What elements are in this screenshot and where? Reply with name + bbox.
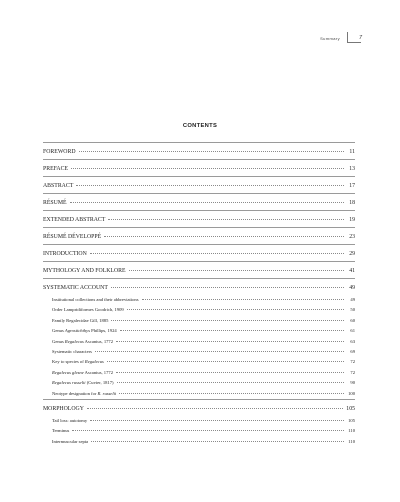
dot-leader [119, 393, 344, 394]
toc-entry-page: 49 [349, 285, 355, 291]
toc-entry-label: Institutional collections and their abbreviations [52, 297, 139, 302]
taxon-name: Agrostichthys [64, 328, 90, 334]
toc-subsection-entry [43, 337, 355, 347]
toc-section-entry [43, 261, 355, 278]
dot-leader [104, 236, 344, 237]
contents-title: CONTENTS [182, 123, 218, 129]
toc-entry-page: 105 [348, 417, 355, 423]
toc-section-entry [43, 278, 355, 295]
dot-leader [79, 151, 344, 152]
toc-entry-page: 41 [349, 268, 355, 274]
toc-entry-label: RÉSUMÉ DÉVELOPPÉ [43, 234, 102, 240]
toc-entry-label: Order Lampridiformes Goodrich, 1909 [52, 307, 124, 313]
toc-entry-page: 90 [350, 380, 355, 386]
toc-entry-label: Regalecus russelii (Cuvier, 1817) [52, 380, 114, 386]
toc-subsection-entry [43, 437, 355, 447]
dot-leader [91, 441, 344, 442]
toc-entry-label: FOREWORD [43, 149, 76, 155]
toc-entry-label: EXTENDED ABSTRACT [43, 217, 106, 223]
toc-entry-page: 49 [350, 297, 355, 302]
toc-entry-label: MYTHOLOGY AND FOLKLORE [43, 268, 126, 274]
toc-section-entry [43, 227, 355, 244]
toc-entry-label: INTRODUCTION [43, 251, 87, 257]
dot-leader [87, 408, 343, 409]
taxon-name: Regalecus [64, 338, 84, 344]
page-number [350, 35, 362, 41]
toc-entry-label: ABSTRACT [43, 183, 74, 189]
toc-section-entry [43, 399, 355, 416]
dot-leader [107, 361, 344, 362]
dot-leader [95, 351, 344, 352]
dot-leader [116, 341, 344, 342]
toc-entry-page: 105 [346, 405, 355, 412]
toc-entry-page: 17 [349, 183, 355, 189]
toc-section-entry [43, 142, 355, 159]
toc-subsection-entry [43, 347, 355, 357]
toc-entry-page: 23 [349, 234, 355, 240]
toc-subsection-entry [43, 389, 355, 399]
toc-entry-page: 100 [348, 390, 355, 396]
taxon-name: Regalecus [84, 359, 104, 365]
toc-subsection-entry [43, 368, 355, 378]
taxon-name: R. russelii [97, 390, 117, 396]
toc-entry-label: Terminus [52, 428, 70, 434]
dot-leader [117, 382, 344, 383]
toc-entry-page: 50 [350, 307, 355, 313]
toc-subsection-entry [43, 295, 355, 305]
dot-leader [90, 420, 344, 421]
toc-subsection-entry [43, 305, 355, 315]
toc-subsection-entry [43, 326, 355, 336]
toc-entry-label: Neotype designation for R. russelii [52, 390, 117, 396]
toc-entry-label: Genus Regalecus Ascanius, 1772 [52, 338, 114, 344]
toc-entry-label: RÉSUMÉ [43, 200, 67, 206]
toc-subsection-entry [43, 426, 355, 436]
page-number-text: 7 [358, 35, 362, 41]
toc-subsection-entry [43, 416, 355, 426]
dot-leader [116, 372, 344, 373]
toc-entry-page: 63 [350, 338, 355, 344]
dot-leader [90, 253, 344, 254]
toc-entry-label: Regalecus glesne Ascanius, 1772 [52, 369, 113, 375]
running-head [320, 32, 362, 44]
toc-entry-page: 60 [350, 317, 355, 323]
toc-entry-label: MORPHOLOGY [43, 405, 84, 412]
dot-leader [76, 185, 344, 186]
toc-entry-page: 72 [350, 359, 355, 365]
toc-entry-label: Tail loss: autotomy [52, 417, 88, 423]
toc-entry-label: Family Regalecidae Gill, 1885 [52, 317, 109, 323]
dot-leader [129, 270, 344, 271]
toc-entry-page: 72 [350, 369, 355, 375]
toc-entry-page: 69 [350, 348, 355, 354]
toc-section-entry [43, 176, 355, 193]
dot-leader [127, 309, 344, 310]
toc-entry-label: Key to species of Regalecus [52, 359, 104, 365]
toc-entry-page: 19 [349, 217, 355, 223]
toc-entry-label: Intermuscular septa [52, 438, 89, 444]
toc-subsection-entry [43, 316, 355, 326]
toc-entry-page: 61 [350, 328, 355, 334]
toc-entry-page: 18 [349, 200, 355, 206]
toc-entry-page: 110 [348, 428, 355, 434]
toc-entry-label: PREFACE [43, 166, 69, 172]
dot-leader [72, 430, 344, 431]
dot-leader [142, 299, 345, 300]
toc-entry-label: Genus Agrostichthys Phillips, 1924 [52, 328, 117, 334]
toc-entry-page: 29 [349, 251, 355, 257]
toc-entry-label: Systematic characters [52, 348, 92, 354]
toc-subsection-entry [43, 378, 355, 388]
toc-section-entry [43, 159, 355, 176]
dot-leader [70, 202, 344, 203]
taxon-name: Regalecus glesne [52, 369, 84, 375]
dot-leader [71, 168, 344, 169]
dot-leader [111, 287, 344, 288]
toc-entry-page: 11 [349, 149, 355, 155]
dot-leader [111, 320, 344, 321]
running-title: Summary [320, 35, 340, 41]
toc-entry-page: 110 [348, 438, 355, 444]
toc-entry-label: SYSTEMATIC ACCOUNT [43, 285, 108, 291]
toc-subsection-entry [43, 357, 355, 367]
table-of-contents [43, 142, 355, 447]
dot-leader [108, 219, 344, 220]
toc-section-entry [43, 244, 355, 261]
toc-section-entry [43, 210, 355, 227]
dot-leader [120, 330, 344, 331]
taxon-name: Regalecus russelii [52, 380, 86, 386]
toc-entry-page: 13 [349, 166, 355, 172]
toc-section-entry [43, 193, 355, 210]
